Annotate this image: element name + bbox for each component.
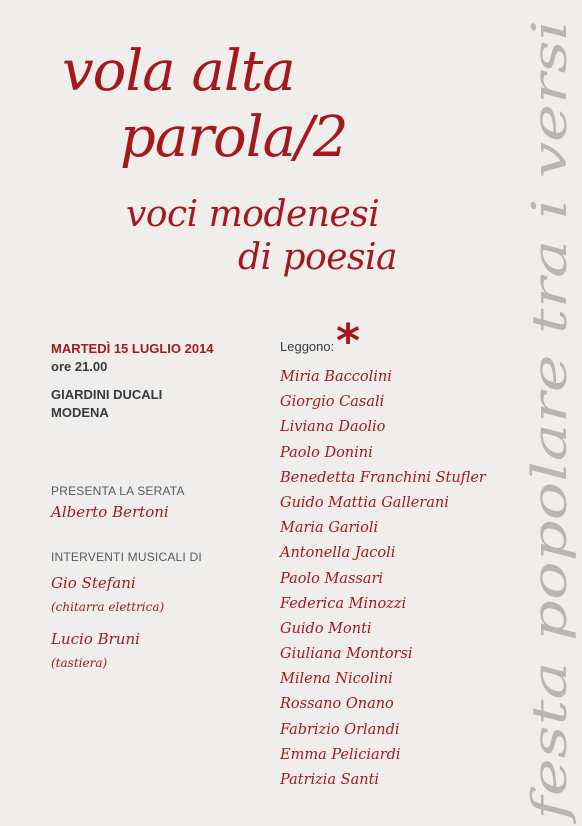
list-item: Benedetta Franchini Stufler [280, 469, 486, 486]
title-line-2: parola/2 [120, 105, 348, 170]
list-item: Fabrizio Orlandi [280, 721, 400, 738]
list-item: Miria Baccolini [280, 369, 392, 385]
performer-name: Lucio Bruni [51, 630, 140, 648]
event-venue: GIARDINI DUCALI [51, 387, 163, 402]
performer-name: Gio Stefani [51, 574, 136, 592]
list-item: Antonella Jacoli [280, 545, 396, 562]
list-item: Paolo Donini [280, 444, 373, 461]
event-date: MARTEDÌ 15 LUGLIO 2014 [51, 341, 214, 356]
list-item: Rossano Onano [280, 696, 394, 713]
presenter-label: PRESENTA LA SERATA [51, 484, 185, 498]
list-item: Paolo Massari [280, 570, 384, 587]
title-line-1: vola alta [62, 39, 295, 104]
list-item: Emma Peliciardi [280, 746, 401, 763]
asterisk-icon: * [336, 314, 361, 368]
subtitle-line-1: voci modenesi [126, 194, 380, 235]
list-item: Liviana Daolio [280, 419, 386, 436]
readers-list [280, 365, 486, 793]
list-item: Milena Nicolini [280, 671, 393, 688]
performer-instrument: (chitarra elettrica) [51, 600, 165, 614]
list-item: Guido Monti [280, 620, 372, 637]
readers-label: Leggono: [280, 339, 335, 354]
list-item: Maria Garioli [280, 520, 379, 537]
subtitle-line-2: di poesia [238, 237, 397, 278]
event-time: ore 21.00 [51, 359, 108, 374]
list-item: Patrizia Santi [280, 772, 380, 788]
side-text: festa popolare tra i versi [522, 221, 578, 820]
side-vertical-text [516, 10, 582, 826]
event-city: MODENA [51, 405, 109, 420]
list-item: Federica Minozzi [280, 595, 407, 612]
presenter-name: Alberto Bertoni [51, 503, 169, 521]
music-label: INTERVENTI MUSICALI DI [51, 550, 202, 564]
performer-instrument: (tastiera) [51, 656, 108, 670]
list-item: Giuliana Montorsi [280, 646, 413, 663]
list-item: Guido Mattia Gallerani [280, 494, 449, 511]
list-item: Giorgio Casali [280, 394, 385, 411]
